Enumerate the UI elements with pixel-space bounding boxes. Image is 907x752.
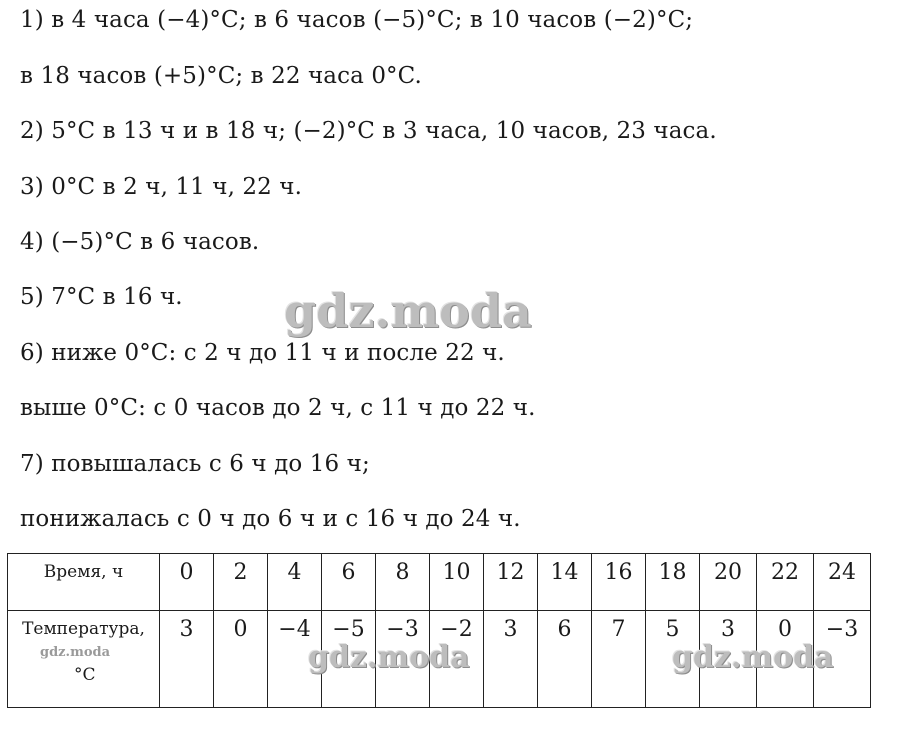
time-cell: 18: [646, 554, 700, 611]
time-cell: 24: [814, 554, 871, 611]
watermark-small: gdz.moda: [40, 645, 111, 660]
temperature-cell: 0: [757, 611, 814, 708]
time-header: Время, ч: [8, 554, 160, 611]
temperature-unit: °C: [74, 665, 96, 685]
time-cell: 4: [268, 554, 322, 611]
answer-line-9: 7) повышалась с 6 ч до 16 ч;: [20, 451, 370, 477]
temperature-header: [8, 611, 160, 708]
answer-line-8: выше 0°C: с 0 часов до 2 ч, с 11 ч до 22 ч.: [20, 395, 536, 421]
time-cell: 16: [592, 554, 646, 611]
temperature-cell: 6: [538, 611, 592, 708]
answer-line-1: 1) в 4 часа (−4)°C; в 6 часов (−5)°C; в 10 часов (−2)°C;: [20, 7, 694, 33]
answer-line-6: 5) 7°C в 16 ч.: [20, 284, 183, 310]
table-row-time: [8, 554, 871, 611]
temperature-cell: 3: [484, 611, 538, 708]
time-cell: 14: [538, 554, 592, 611]
temperature-cell: 3: [700, 611, 757, 708]
answer-line-7: 6) ниже 0°C: с 2 ч до 11 ч и после 22 ч.: [20, 340, 505, 366]
temperature-label: Температура,: [22, 619, 145, 639]
answer-line-2: в 18 часов (+5)°C; в 22 часа 0°C.: [20, 63, 422, 89]
watermark-table-left: gdz.moda: [308, 640, 470, 675]
temperature-cell: −2: [430, 611, 484, 708]
temperature-cell: −3: [376, 611, 430, 708]
watermark-main: gdz.moda: [284, 284, 532, 338]
time-cell: 20: [700, 554, 757, 611]
time-cell: 22: [757, 554, 814, 611]
table-row-temperature: [8, 611, 871, 708]
time-cell: 0: [160, 554, 214, 611]
time-cell: 12: [484, 554, 538, 611]
temperature-cell: −5: [322, 611, 376, 708]
answer-line-4: 3) 0°C в 2 ч, 11 ч, 22 ч.: [20, 174, 302, 200]
time-cell: 2: [214, 554, 268, 611]
time-cell: 10: [430, 554, 484, 611]
time-cell: 8: [376, 554, 430, 611]
temperature-cell: 7: [592, 611, 646, 708]
temperature-cell: −4: [268, 611, 322, 708]
time-cell: 6: [322, 554, 376, 611]
temperature-table: [7, 553, 871, 708]
temperature-cell: 0: [214, 611, 268, 708]
temperature-cell: 5: [646, 611, 700, 708]
temperature-cell: −3: [814, 611, 871, 708]
answer-line-10: понижалась с 0 ч до 6 ч и с 16 ч до 24 ч.: [20, 506, 521, 532]
answer-line-3: 2) 5°C в 13 ч и в 18 ч; (−2)°C в 3 часа, 10 часов, 23 часа.: [20, 118, 717, 144]
watermark-table-right: gdz.moda: [672, 640, 834, 675]
temperature-cell: 3: [160, 611, 214, 708]
answer-line-5: 4) (−5)°C в 6 часов.: [20, 229, 260, 255]
